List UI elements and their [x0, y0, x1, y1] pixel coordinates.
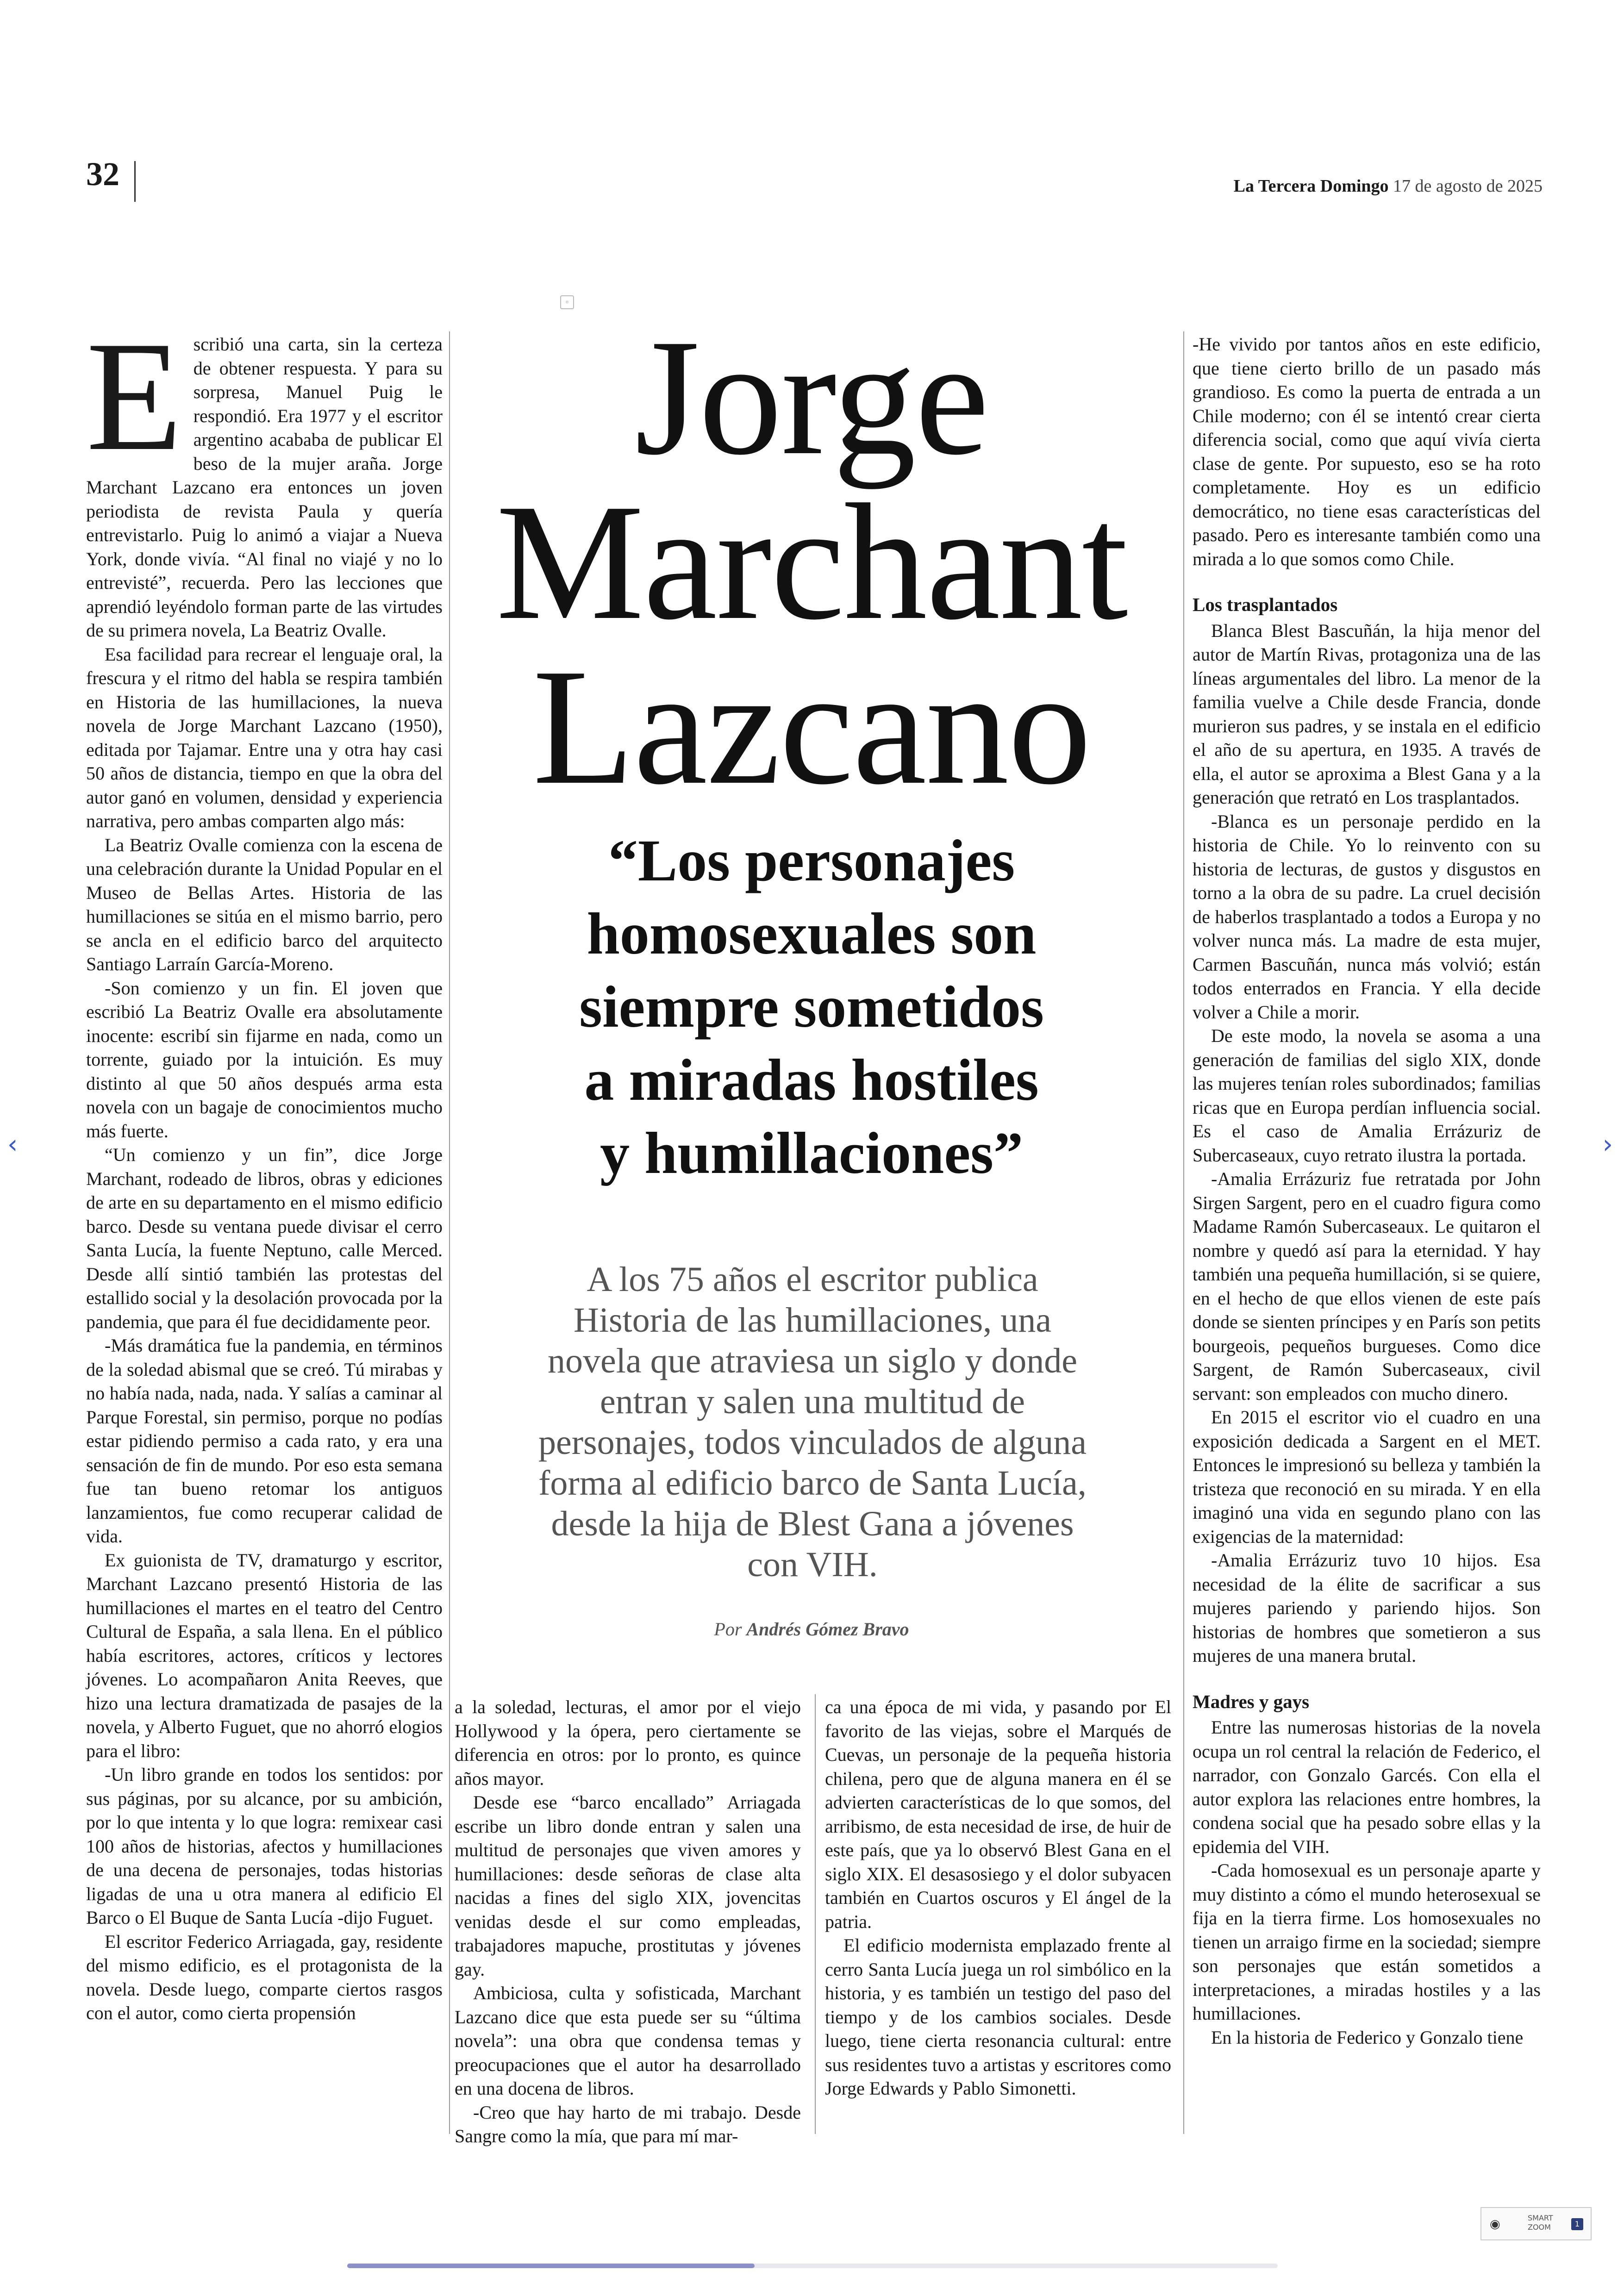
paragraph: -Son comienzo y un fin. El joven que escribió La Beatriz Ovalle era absolutamente inocente: escribí sin fijarme en nada, como un torrente, guiado por la intuición. Es muy distinto al que 50 años después arma esta novela con un bagaje de conocimientos mucho más fuerte.	[86, 977, 443, 1141]
zoom-label-line: SMART	[1528, 2214, 1553, 2222]
paragraph: ca una época de mi vida, y pasando por El favorito de las viejas, sobre el Marqués de Cuevas, un personaje de la pequeña historia chilena, pero que de alguna manera en él se advierten características de lo que somos, del arribismo, de esta necesidad de irse, de huir de este país, que ya lo observó Blest Gana en el siglo XIX. El desasosiego y el dolor subyacen también en Cuartos oscuros y El ángel de la patria.	[825, 1696, 1171, 1932]
quote-line: homosexuales son	[587, 901, 1037, 967]
column-rule	[815, 1694, 816, 2134]
paragraph: -Amalia Errázuriz fue retratada por John Sirgen Sargent, pero en el cuadro figura como Madame Ramón Subercaseaux. Le quitaron el nombre y quedó así para la eternidad. Y hay también una pequeña humillación, si se quiere, en el hecho de que ellos vienen de este país donde se sienten príncipes y en París son petits bourgeois, pequeños burgueses. Como dice Sargent, de Ramón Subercaseaux, civil servant: son empleados con mucho dinero.	[1193, 1168, 1541, 1404]
masthead	[1234, 176, 1543, 196]
paragraph: -He vivido por tantos años en este edificio, que tiene cierto brillo de un pasado más grandioso. Es como la puerta de entrada a un Chile moderno; con él se intentó crear cierta diferencia social, como que aquí vivía cierta clase de gente. Por supuesto, eso se ha roto completamente. Hoy es un edificio democrático, no tiene esas características del pasado. Pero es interesante también como una mirada a lo que somos como Chile.	[1193, 334, 1541, 569]
newspaper-name: La Tercera Domingo	[1233, 176, 1389, 196]
paragraph: a la soledad, lecturas, el amor por el viejo Hollywood y la ópera, pero ciertamente se diferencia en otros: por lo pronto, es quince años mayor.	[455, 1696, 801, 1789]
paragraph: -Amalia Errázuriz tuvo 10 hijos. Esa necesidad de la élite de sacrificar a sus mujeres pariendo y pariendo hijos. Son historias de hombres que sometieron a sus mujeres de una manera brutal.	[1193, 1550, 1541, 1666]
paragraph: scribió una carta, sin la certeza de obtener respuesta. Y para su sorpresa, Manuel Puig le respondió. Era 1977 y el escritor argentino acababa de publicar El beso de la mujer araña. Jorge Marchant Lazcano era entonces un joven periodista de revista Paula y quería entrevistarlo. Puig lo animó a viajar a Nueva York, donde vivía. “Al final no viajé y no lo entrevisté”, recuerda. Pero las lecciones que aprendió leyéndolo forman parte de las virtudes de su primera novela, La Beatriz Ovalle.	[86, 334, 443, 641]
headline-line: Marchant	[496, 469, 1127, 654]
issue-date: 17 de agosto de 2025	[1393, 176, 1543, 196]
paragraph: Desde ese “barco encallado” Arriagada escribe un libro donde entran y salen una multitud de personajes que viven amores y humillaciones: desde señoras de clase alta nacidas a fines del siglo XIX, jovencitas venidas desde el sur como empleadas, trabajadores mapuche, prostitutas y jóvenes gay.	[455, 1792, 801, 1980]
paragraph: -Blanca es un personaje perdido en la historia de Chile. Yo lo reinvento con su historia de lecturas, de gustos y disgustos en torno a la obra de su padre. La cruel decisión de haberlos trasplantado a todos a Europa y no volver nunca más. La madre de esta mujer, Carmen Bascuñán, nunca más volvió; están todos enterrados en Francia. Y ella decide volver a Chile a morir.	[1193, 811, 1541, 1023]
page-number: 32	[86, 156, 119, 193]
paragraph: -Cada homosexual es un personaje aparte y muy distinto a cómo el mundo heterosexual se fija en la tierra firme. Los homosexuales no tienen un arraigo firme en la sociedad; siempre son personajes que están sometidos a interpretaciones, a miradas hostiles y a las humillaciones.	[1193, 1860, 1541, 2024]
paragraph: Ex guionista de TV, dramaturgo y escritor, Marchant Lazcano presentó Historia de las humillaciones el martes en el teatro del Centro Cultural de España, a sala llena. En el público había escritores, actores, críticos y lectores jóvenes. Lo acompañaron Anita Reeves, que hizo una lectura dramatizada de pasajes de la novela, y Alberto Fuguet, que no ahorró elogios para el libro:	[86, 1549, 443, 1761]
article-column-5	[1193, 332, 1541, 2049]
article-column-1	[86, 309, 443, 2025]
zoom-label-line: ZOOM	[1528, 2223, 1551, 2232]
article-column-4	[825, 1695, 1171, 2101]
paragraph: “Un comienzo y un fin”, dice Jorge Marchant, rodeado de libros, obras y ediciones de arte en su departamento en el mismo edificio barco. Desde su ventana puede divisar el cerro Santa Lucía, la fuente Neptuno, calle Merced. Desde allí sintió también las protestas del estallido social y la desolación provocada por la pandemia, que para él fue decididamente peor.	[86, 1144, 443, 1332]
paragraph: Ambiciosa, culta y sofisticada, Marchant Lazcano dice que esta puede ser su “última novela”: una obra que condensa temas y preocupaciones que el autor ha desarrollado en una docena de libros.	[455, 1983, 801, 2099]
quote-line: a miradas hostiles	[584, 1047, 1039, 1113]
paragraph: -Un libro grande en todos los sentidos: por sus páginas, por su alcance, por su ambición, por lo que intenta y lo que logra: remixear casi 100 años de historias, afectos y humillaciones de una decena de personajes, todas historias ligadas de una u otra manera al edificio El Barco o El Buque de Santa Lucía -dijo Fuguet.	[86, 1764, 443, 1928]
paragraph: Entre las numerosas historias de la novela ocupa un rol central la relación de Federico, el narrador, con Gonzalo Garcés. Con ella el autor explora las relaciones entre hombres, la condena social que ha pesado sobre ellas y la epidemia del VIH.	[1193, 1717, 1541, 1857]
paragraph: De este modo, la novela se asoma a una generación de familias del siglo XIX, donde las mujeres tenían roles subordinados; familias ricas que en Europa perdían influencia social. Es el caso de Amalia Errázuriz de Subercaseaux, cuyo retrato ilustra la portada.	[1193, 1025, 1541, 1166]
paragraph: En la historia de Federico y Gonzalo tiene	[1211, 2027, 1524, 2048]
paragraph: El escritor Federico Arriagada, gay, residente del mismo edificio, es el protagonista de la novela. Desde luego, comparte ciertos rasgos con el autor, como cierta propensión	[86, 1931, 443, 2023]
scrollbar-thumb[interactable]	[347, 2264, 755, 2268]
paragraph: -Creo que hay harto de mi trabajo. Desde Sangre como la mía, que para mí mar-	[455, 2102, 801, 2146]
page-number-divider	[134, 161, 136, 202]
paragraph: La Beatriz Ovalle comienza con la escena de una celebración durante la Unidad Popular en el Museo de Bellas Artes. Historia de las humillaciones se sitúa en el mismo barrio, pero se ancla en el edificio barco del arquitecto Santiago Larraín García-Moreno.	[86, 834, 443, 974]
column-rule	[1183, 331, 1184, 2134]
subheading: Los trasplantados	[1193, 594, 1338, 615]
subheading: Madres y gays	[1193, 1690, 1310, 1712]
zoom-level-badge: 1	[1571, 2218, 1583, 2230]
paragraph: En 2015 el escritor vio el cuadro en una exposición dedicada a Sargent en el MET. Entonces le impresionó su belleza y también la tristeza que reconoció en su mirada. Y en ella imaginó una vida en segundo plano con las exigencias de la maternidad:	[1193, 1407, 1541, 1547]
headline-line: Lazcano	[532, 634, 1091, 819]
quote-line: “Los personajes	[608, 828, 1015, 893]
image-placeholder-icon[interactable]: ▫	[560, 295, 574, 309]
paragraph: Blanca Blest Bascuñán, la hija menor del autor de Martín Rivas, protagoniza una de las líneas argumentales del libro. La menor de la familia vuelve a Chile desde Francia, donde murieron sus padres, y se instala en el edificio el año de su apertura, en 1935. A través de ella, el autor se aproxima a Blest Gana y a la generación que retrató en Los trasplantados.	[1193, 620, 1541, 808]
smart-zoom-button[interactable]	[1480, 2207, 1592, 2240]
previous-page-icon[interactable]: ‹	[7, 1129, 18, 1160]
headline-name	[455, 305, 1168, 819]
paragraph: Esa facilidad para recrear el lenguaje oral, la frescura y el ritmo del habla se respira también en Historia de las humillaciones, la nueva novela de Jorge Marchant Lazcano (1950), editada por Tajamar. Entre una y otra hay casi 50 años de distancia, tiempo en que la obra del autor ganó en volumen, densidad y experiencia narrativa, pero ambas comparten algo más:	[86, 643, 443, 831]
eye-icon: ◉	[1490, 2217, 1500, 2231]
next-page-icon[interactable]: ›	[1602, 1129, 1613, 1160]
byline	[455, 1618, 1168, 1640]
byline-prefix: Por	[714, 1619, 742, 1640]
headline-quote	[455, 824, 1168, 1190]
column-rule	[449, 331, 450, 2134]
paragraph: -Más dramática fue la pandemia, en términos de la soledad abismal que se creó. Tú mirabas y no había nada, nada, nada. Y salías a caminar al Parque Forestal, sin permiso, porque no podías estar pidiendo permiso a cada rato, y era una sensación de fin de mundo. Por eso esta semana fue tan bueno retomar los antiguos lanzamientos, fue como recuperar calidad de vida.	[86, 1335, 443, 1547]
article-column-3	[455, 1695, 801, 2148]
smart-zoom-label	[1528, 2214, 1553, 2232]
paragraph: El edificio modernista emplazado frente al cerro Santa Lucía juega un rol simbólico en la historia, y es también un testigo del paso del tiempo y de los cambios sociales. Desde luego, tiene cierta resonancia cultural: entre sus residentes tuvo a artistas y escritores como Jorge Edwards y Pablo Simonetti.	[825, 1935, 1171, 2099]
byline-author: Andrés Gómez Bravo	[746, 1619, 909, 1640]
lede: A los 75 años el escritor publica Historia de las humillaciones, una novela que atraviesa un siglo y donde entran y salen una multitud de personajes, todos vinculados de alguna forma al edificio barco de Santa Lucía, desde la hija de Blest Gana a jóvenes con VIH.	[538, 1260, 1087, 1584]
drop-cap: E	[86, 309, 182, 483]
quote-line: y humillaciones”	[600, 1120, 1023, 1186]
headline-line: Jorge	[635, 305, 988, 489]
quote-line: siempre sometidos	[579, 974, 1044, 1040]
